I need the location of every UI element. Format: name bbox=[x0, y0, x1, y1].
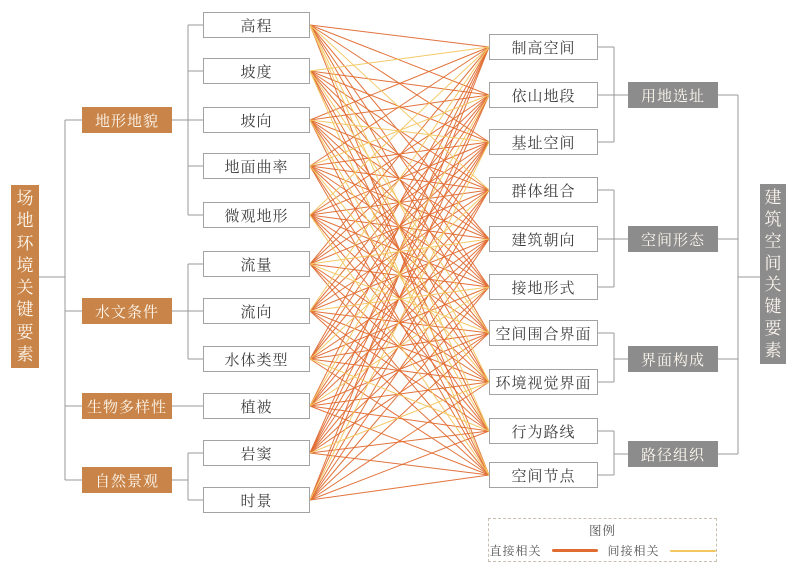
right-item-box: 接地形式 bbox=[489, 274, 598, 300]
legend-indirect-label: 间接相关 bbox=[607, 544, 660, 558]
bar-char: 间 bbox=[764, 253, 782, 273]
legend bbox=[488, 518, 717, 562]
indirect-line-sample bbox=[670, 550, 716, 552]
right-item-box: 制高空间 bbox=[489, 34, 598, 60]
left-item-box: 流向 bbox=[203, 298, 310, 324]
right-item-box: 行为路线 bbox=[489, 418, 598, 444]
right-item-box: 空间节点 bbox=[489, 462, 598, 488]
left-item-box: 坡度 bbox=[203, 58, 310, 84]
bar-char: 空 bbox=[764, 231, 782, 251]
right-group-box: 路径组织 bbox=[628, 441, 718, 467]
right-item-box: 建筑朝向 bbox=[489, 226, 598, 252]
right-item-box: 基址空间 bbox=[489, 129, 598, 155]
bar-char: 筑 bbox=[764, 209, 782, 229]
bar-char: 要 bbox=[764, 319, 782, 339]
left-item-box: 水体类型 bbox=[203, 346, 310, 372]
legend-direct-label: 直接相关 bbox=[489, 544, 542, 558]
right-item-box: 群体组合 bbox=[489, 177, 598, 203]
left-item-box: 高程 bbox=[203, 12, 310, 38]
legend-title: 图例 bbox=[588, 524, 616, 538]
bar-char: 地 bbox=[16, 211, 34, 231]
right-group-box: 空间形态 bbox=[628, 226, 718, 252]
right-group-box: 界面构成 bbox=[628, 346, 718, 372]
right-root-bar bbox=[760, 184, 786, 364]
bar-char: 关 bbox=[764, 275, 782, 295]
left-item-box: 地面曲率 bbox=[203, 153, 310, 179]
bar-char: 键 bbox=[764, 297, 782, 317]
left-item-box: 微观地形 bbox=[203, 202, 310, 228]
bar-char: 境 bbox=[16, 255, 34, 275]
bar-char: 场 bbox=[16, 189, 34, 209]
left-root-bar bbox=[11, 185, 39, 368]
left-item-box: 岩窦 bbox=[203, 440, 310, 466]
direct-line-sample bbox=[552, 549, 598, 552]
legend-row bbox=[489, 542, 715, 559]
left-group-box: 生物多样性 bbox=[82, 393, 172, 419]
bar-char: 环 bbox=[16, 233, 34, 253]
left-item-box: 时景 bbox=[203, 487, 310, 513]
bar-char: 关 bbox=[16, 278, 34, 298]
bar-char: 要 bbox=[16, 322, 34, 342]
bar-char: 素 bbox=[764, 341, 782, 360]
bar-char: 素 bbox=[16, 344, 34, 364]
right-item-box: 环境视觉界面 bbox=[489, 369, 598, 395]
right-item-box: 空间围合界面 bbox=[489, 320, 598, 346]
bar-char: 键 bbox=[16, 300, 34, 320]
left-group-box: 水文条件 bbox=[82, 298, 172, 324]
left-group-box: 地形地貌 bbox=[82, 107, 172, 133]
bar-char: 建 bbox=[764, 187, 782, 207]
left-item-box: 坡向 bbox=[203, 107, 310, 133]
left-item-box: 植被 bbox=[203, 393, 310, 419]
left-group-box: 自然景观 bbox=[82, 467, 172, 493]
left-item-box: 流量 bbox=[203, 251, 310, 277]
right-item-box: 依山地段 bbox=[489, 82, 598, 108]
right-group-box: 用地选址 bbox=[628, 82, 718, 108]
